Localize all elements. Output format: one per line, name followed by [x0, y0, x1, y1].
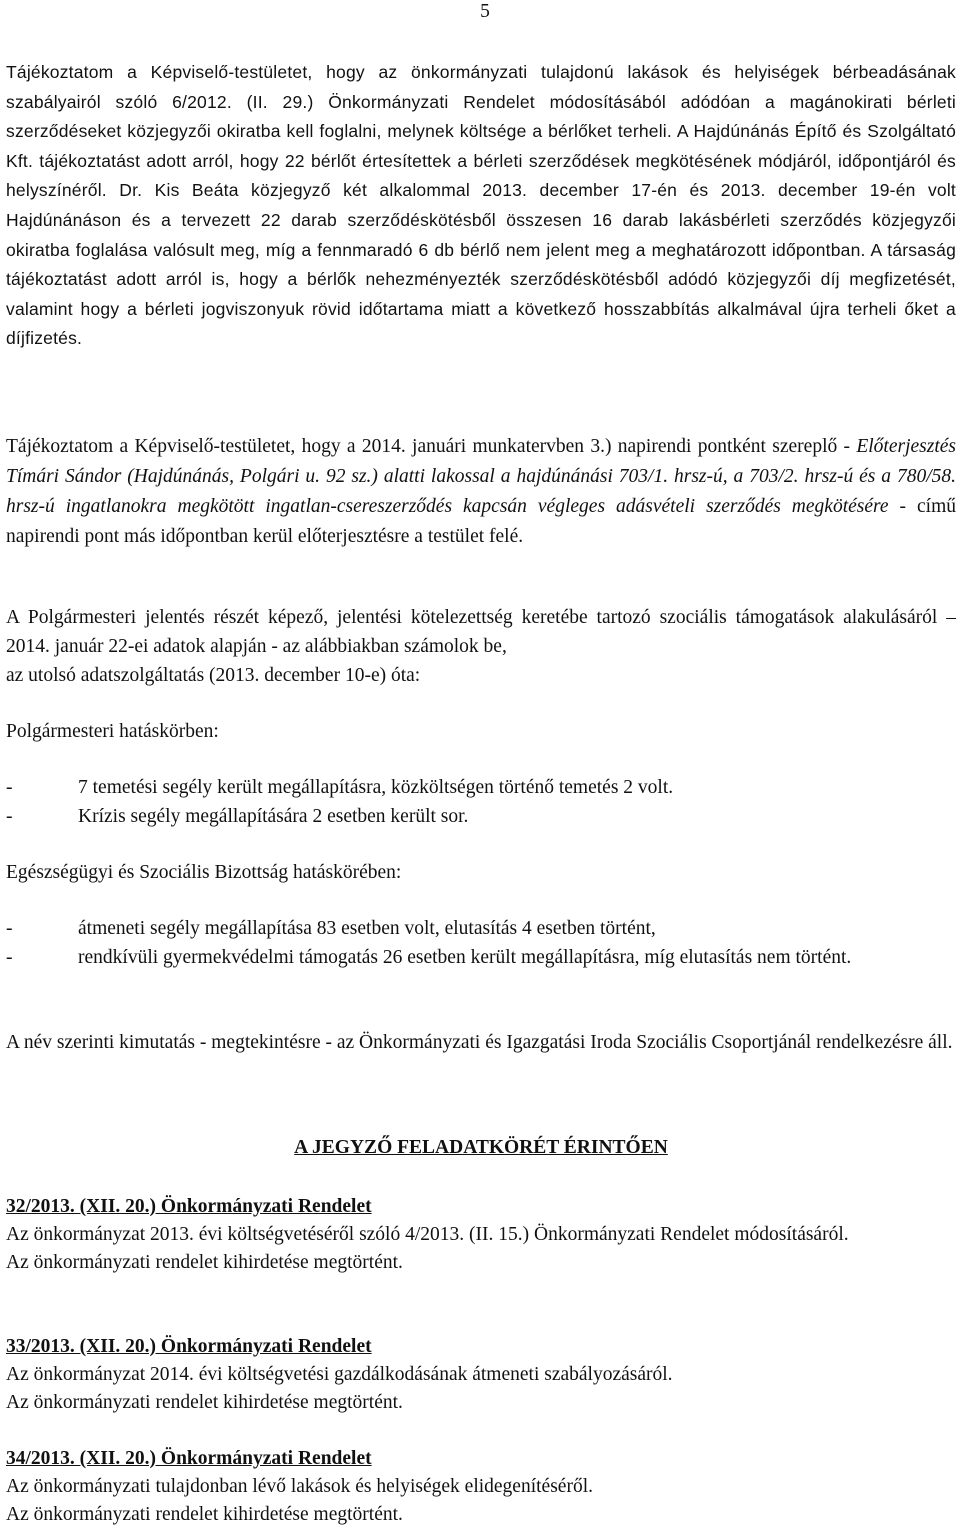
notary-section-heading: A JEGYZŐ FELADATKÖRÉT ÉRINTŐEN — [294, 1137, 668, 1158]
social-support-line-1: A Polgármesteri jelentés részét képező, jelentési kötelezettség keretébe tartozó szociális támogatások alakulásáról – 2014. január 22-ei adatok alapján - az alábbiakban számolok be, — [6, 607, 956, 657]
regulation-33 — [6, 1333, 956, 1417]
agenda-text-before: Tájékoztatom a Képviselő-testületet, hogy a 2014. januári munkatervben 3.) napirendi pontként szereplő - — [6, 436, 857, 457]
list-item-text: 7 temetési segély került megállapításra, közköltségen történő temetés 2 volt. — [78, 777, 674, 798]
committee-section-title: Egészségügyi és Szociális Bizottság hatáskörében: — [6, 862, 402, 883]
list-item-text: rendkívüli gyermekvédelmi támogatás 26 esetben került megállapításra, míg elutasítás nem történt. — [78, 947, 852, 968]
regulation-status: Az önkormányzati rendelet kihirdetése megtörtént. — [6, 1504, 403, 1525]
list-item — [6, 914, 956, 943]
list-item-text: Krízis segély megállapítására 2 esetben került sor. — [78, 806, 469, 827]
agenda-italic-title: Előterjesztés Tímári Sándor (Hajdúnánás, Polgári u. 92 sz.) alatti lakossal a hajdúnánási 703/1. hrsz-ú, a 703/2. hrsz-ú és a 780/58. hrsz-ú ingatlanokra megkötött ingatlan-csereszerződés kapcsán végleges adásvételi szerződés megkötésére — [6, 436, 956, 517]
social-support-intro — [6, 603, 956, 690]
document-page — [6, 0, 956, 1533]
regulation-status: Az önkormányzati rendelet kihirdetése megtörtént. — [6, 1252, 403, 1273]
regulation-32 — [6, 1193, 956, 1277]
list-dash: - — [6, 806, 13, 827]
regulation-description: Az önkormányzat 2014. évi költségvetési gazdálkodásának átmeneti szabályozásáról. — [6, 1364, 673, 1385]
agenda-text-after: - című napirendi pont más időpontban kerül előterjesztésre a testület felé. — [6, 496, 957, 547]
list-item — [6, 943, 956, 972]
list-item — [6, 773, 956, 802]
regulation-description: Az önkormányzat 2013. évi költségvetéséről szóló 4/2013. (II. 15.) Önkormányzati Rendelet módosításáról. — [6, 1224, 849, 1245]
list-item-text: átmeneti segély megállapítása 83 esetben volt, elutasítás 4 esetben történt, — [78, 918, 656, 939]
mayor-section-title: Polgármesteri hatáskörben: — [6, 721, 219, 742]
list-dash: - — [6, 777, 13, 798]
page-number: 5 — [480, 1, 490, 22]
social-support-line-2: az utolsó adatszolgáltatás (2013. december 10-e) óta: — [6, 665, 421, 686]
regulation-34 — [6, 1445, 956, 1529]
tenancy-paragraph: Tájékoztatom a Képviselő-testületet, hogy az önkormányzati tulajdonú lakások és helyiségek bérbeadásának szabályairól szóló 6/2012. (II. 29.) Önkormányzati Rendelet módosításából adódóan a magánokirati bérleti szerződéseket közjegyzői okiratba kell foglalni, melynek költsége a bérlőket terheli. A Hajdúnánás Építő és Szolgáltató Kft. tájékoztatást adott arról, hogy 22 bérlőt értesítettek a bérleti szerződések megkötésének módjáról, időpontjáról és helyszínéről. Dr. Kis Beáta közjegyző két alkalommal 2013. december 17-én és 2013. december 19-én volt Hajdúnánáson és a tervezett 22 darab szerződéskötésből összesen 16 darab lakásbérleti szerződés közjegyzői okiratba foglalása valósult meg, míg a fennmaradó 6 db bérlő nem jelent meg a meghatározott időpontban. A társaság tájékoztatást adott arról is, hogy a bérlők nehezményezték szerződéskötésből adódó közjegyzői díj megfizetését, valamint hogy a bérleti jogviszonyuk rövid időtartama miatt a következő hosszabbítás alkalmával újra terheli őket a díjfizetés. — [6, 62, 956, 349]
list-item — [6, 802, 956, 831]
records-paragraph: A név szerinti kimutatás - megtekintésre - az Önkormányzati és Igazgatási Iroda Szociális Csoportjánál rendelkezésre áll. — [6, 1032, 953, 1053]
regulation-title: 32/2013. (XII. 20.) Önkormányzati Rendelet — [6, 1196, 372, 1217]
list-dash: - — [6, 947, 13, 968]
agenda-paragraph — [6, 432, 956, 552]
regulation-title: 33/2013. (XII. 20.) Önkormányzati Rendelet — [6, 1336, 372, 1357]
regulation-title: 34/2013. (XII. 20.) Önkormányzati Rendelet — [6, 1448, 372, 1469]
committee-list — [6, 914, 956, 972]
mayor-list — [6, 773, 956, 831]
regulation-description: Az önkormányzati tulajdonban lévő lakások és helyiségek elidegenítéséről. — [6, 1476, 593, 1497]
regulation-status: Az önkormányzati rendelet kihirdetése megtörtént. — [6, 1392, 403, 1413]
list-dash: - — [6, 918, 13, 939]
